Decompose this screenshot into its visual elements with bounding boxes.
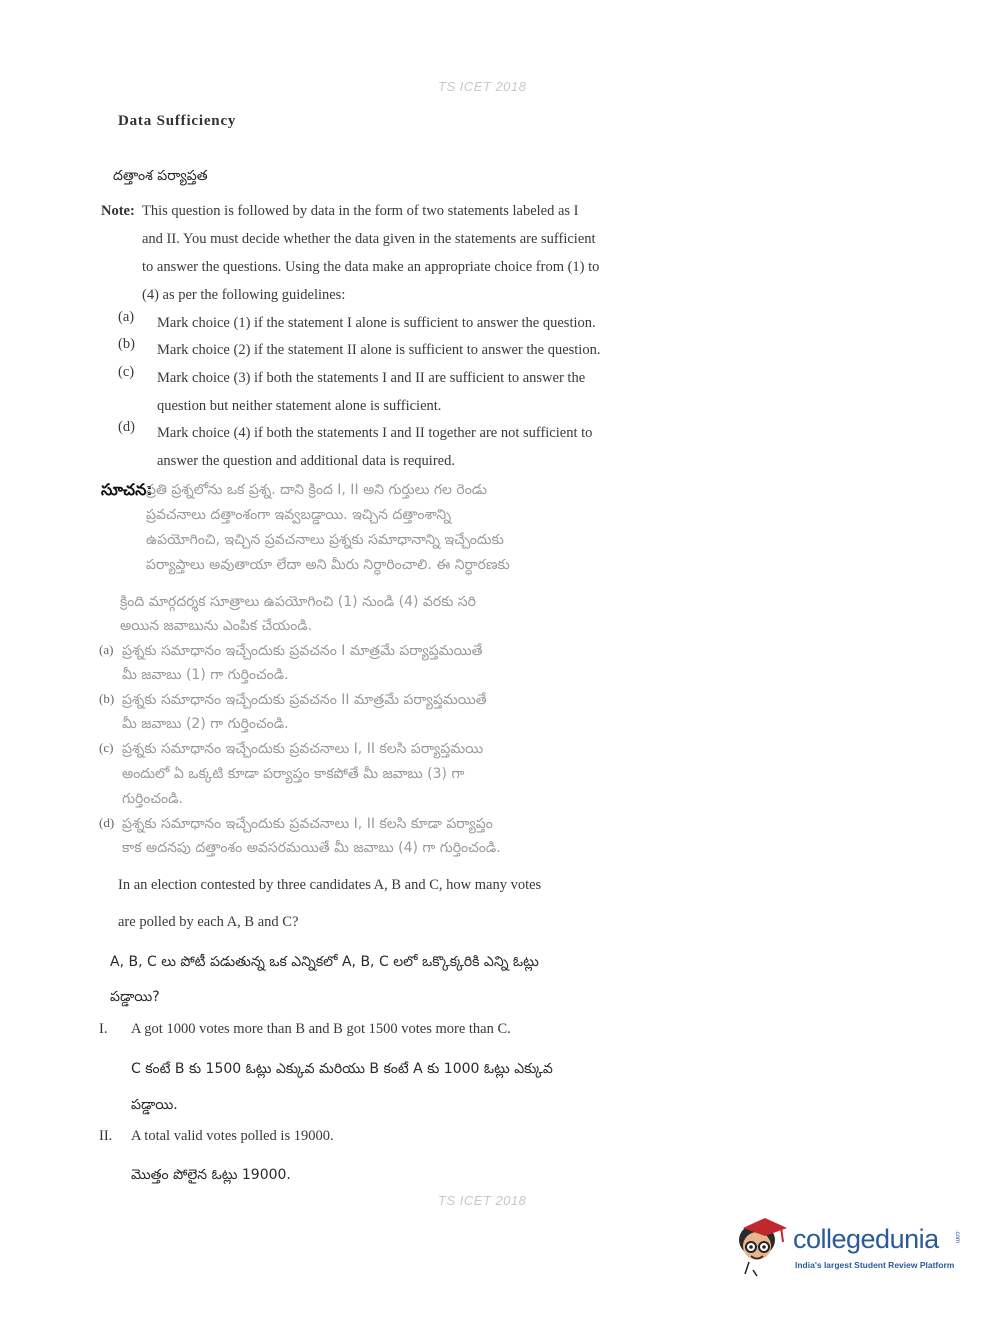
te-option-text: గుర్తించండి.	[122, 791, 183, 807]
collegedunia-logo	[735, 1210, 965, 1280]
te-option-text: ప్రశ్నకు సమాధానం ఇచ్చేందుకు ప్రవచనం I మాత్రమే పర్యాప్తమయితే	[122, 643, 483, 659]
section-title-telugu: దత్తాంశ పర్యాప్తత	[113, 168, 208, 184]
logo-name: collegedunia	[793, 1224, 939, 1254]
logo-suffix: .com	[954, 1230, 960, 1244]
statement-text-telugu: పడ్డాయి.	[131, 1097, 178, 1113]
option-text: question but neither statement alone is sufficient.	[157, 398, 442, 414]
note-line: to answer the questions. Using the data make an appropriate choice from (1) to	[142, 259, 600, 275]
te-option-text: మీ జవాబు (2) గా గుర్తించండి.	[122, 716, 289, 732]
statement-text-telugu: మొత్తం పోలైన ఓట్లు 19000.	[131, 1167, 291, 1183]
sucana-line: ఉపయోగించి, ఇచ్చిన ప్రవచనాలు ప్రశ్నకు సమాధానాన్ని ఇచ్చేందుకు	[146, 532, 504, 548]
te-option-mark: (b)	[99, 691, 115, 706]
question-text: In an election contested by three candidates A, B and C, how many votes	[118, 877, 542, 893]
note-label: Note:	[101, 203, 135, 219]
question-text: are polled by each A, B and C?	[118, 914, 299, 930]
sucana-cont-line: అయిన జవాబును ఎంపిక చేయండి.	[120, 618, 313, 634]
section-title: Data Sufficiency	[118, 113, 237, 129]
option-mark: (c)	[118, 364, 135, 380]
option-mark: (d)	[118, 419, 135, 435]
te-option-text: ప్రశ్నకు సమాధానం ఇచ్చేందుకు ప్రవచనాలు I, II కలసి పర్యాప్తమయి	[122, 741, 484, 757]
statement-text: A got 1000 votes more than B and B got 1500 votes more than C.	[131, 1021, 511, 1037]
te-option-text: ప్రశ్నకు సమాధానం ఇచ్చేందుకు ప్రవచనం II మాత్రమే పర్యాప్తమయితే	[122, 692, 487, 708]
page-header: TS ICET 2018	[438, 79, 527, 94]
option-text: Mark choice (1) if the statement I alone is sufficient to answer the question.	[157, 315, 596, 331]
sucana-line: ప్రవచనాలు దత్తాంశంగా ఇవ్వబడ్డాయి. ఇచ్చిన దత్తాంశాన్ని	[146, 507, 452, 523]
option-text: Mark choice (4) if both the statements I and II together are not sufficient to	[157, 425, 593, 441]
option-text: Mark choice (2) if the statement II alone is sufficient to answer the question.	[157, 342, 601, 358]
logo-tagline: India's largest Student Review Platform	[795, 1260, 955, 1270]
statement-number: II.	[99, 1128, 113, 1144]
sucana-line: పర్యాప్తాలు అవుతాయా లేదా అని మీరు నిర్ధారించాలి. ఈ నిర్ధారణకు	[146, 557, 510, 573]
te-option-mark: (a)	[99, 642, 114, 657]
statement-number: I.	[99, 1021, 108, 1037]
option-mark: (a)	[118, 309, 135, 325]
question-text-telugu: పడ్డాయి?	[110, 989, 160, 1005]
page-footer: TS ICET 2018	[438, 1193, 527, 1208]
te-option-mark: (d)	[99, 815, 115, 830]
question-text-telugu: A, B, C లు పోటీ పడుతున్న ఒక ఎన్నికలో A, B, C లలో ఒక్కొక్కరికి ఎన్ని ఓట్లు	[110, 954, 539, 970]
option-text: Mark choice (3) if both the statements I and II are sufficient to answer the	[157, 370, 586, 386]
sucana-cont-line: క్రింది మార్గదర్శక సూత్రాలు ఉపయోగించి (1) నుండి (4) వరకు సరి	[120, 594, 476, 610]
note-line: and II. You must decide whether the data given in the statements are sufficient	[142, 231, 596, 247]
te-option-text: అందులో ఏ ఒక్కటి కూడా పర్యాప్తం కాకపోతే మీ జవాబు (3) గా	[122, 766, 465, 782]
option-mark: (b)	[118, 336, 135, 352]
note-line: (4) as per the following guidelines:	[142, 287, 346, 303]
te-option-text: మీ జవాబు (1) గా గుర్తించండి.	[122, 667, 289, 683]
statement-text: A total valid votes polled is 19000.	[131, 1128, 334, 1144]
sucana-line: ప్రతి ప్రశ్నలోను ఒక ప్రశ్న. దాని క్రింద I, II అని గుర్తులు గల రెండు	[146, 482, 488, 498]
te-option-mark: (c)	[99, 740, 114, 755]
te-option-text: కాక అదనపు దత్తాంశం అవసరమయితే మీ జవాబు (4) గా గుర్తించండి.	[122, 840, 501, 856]
mascot-icon	[735, 1210, 793, 1278]
option-text: answer the question and additional data is required.	[157, 453, 455, 469]
statement-text-telugu: C కంటే B కు 1500 ఓట్లు ఎక్కువ మరియు B కంటే A కు 1000 ఓట్లు ఎక్కువ	[131, 1061, 553, 1077]
note-line: This question is followed by data in the form of two statements labeled as I	[142, 203, 579, 219]
te-option-text: ప్రశ్నకు సమాధానం ఇచ్చేందుకు ప్రవచనాలు I, II కలసి కూడా పర్యాప్తం	[122, 816, 493, 832]
sucana-label: సూచన:	[101, 480, 153, 499]
